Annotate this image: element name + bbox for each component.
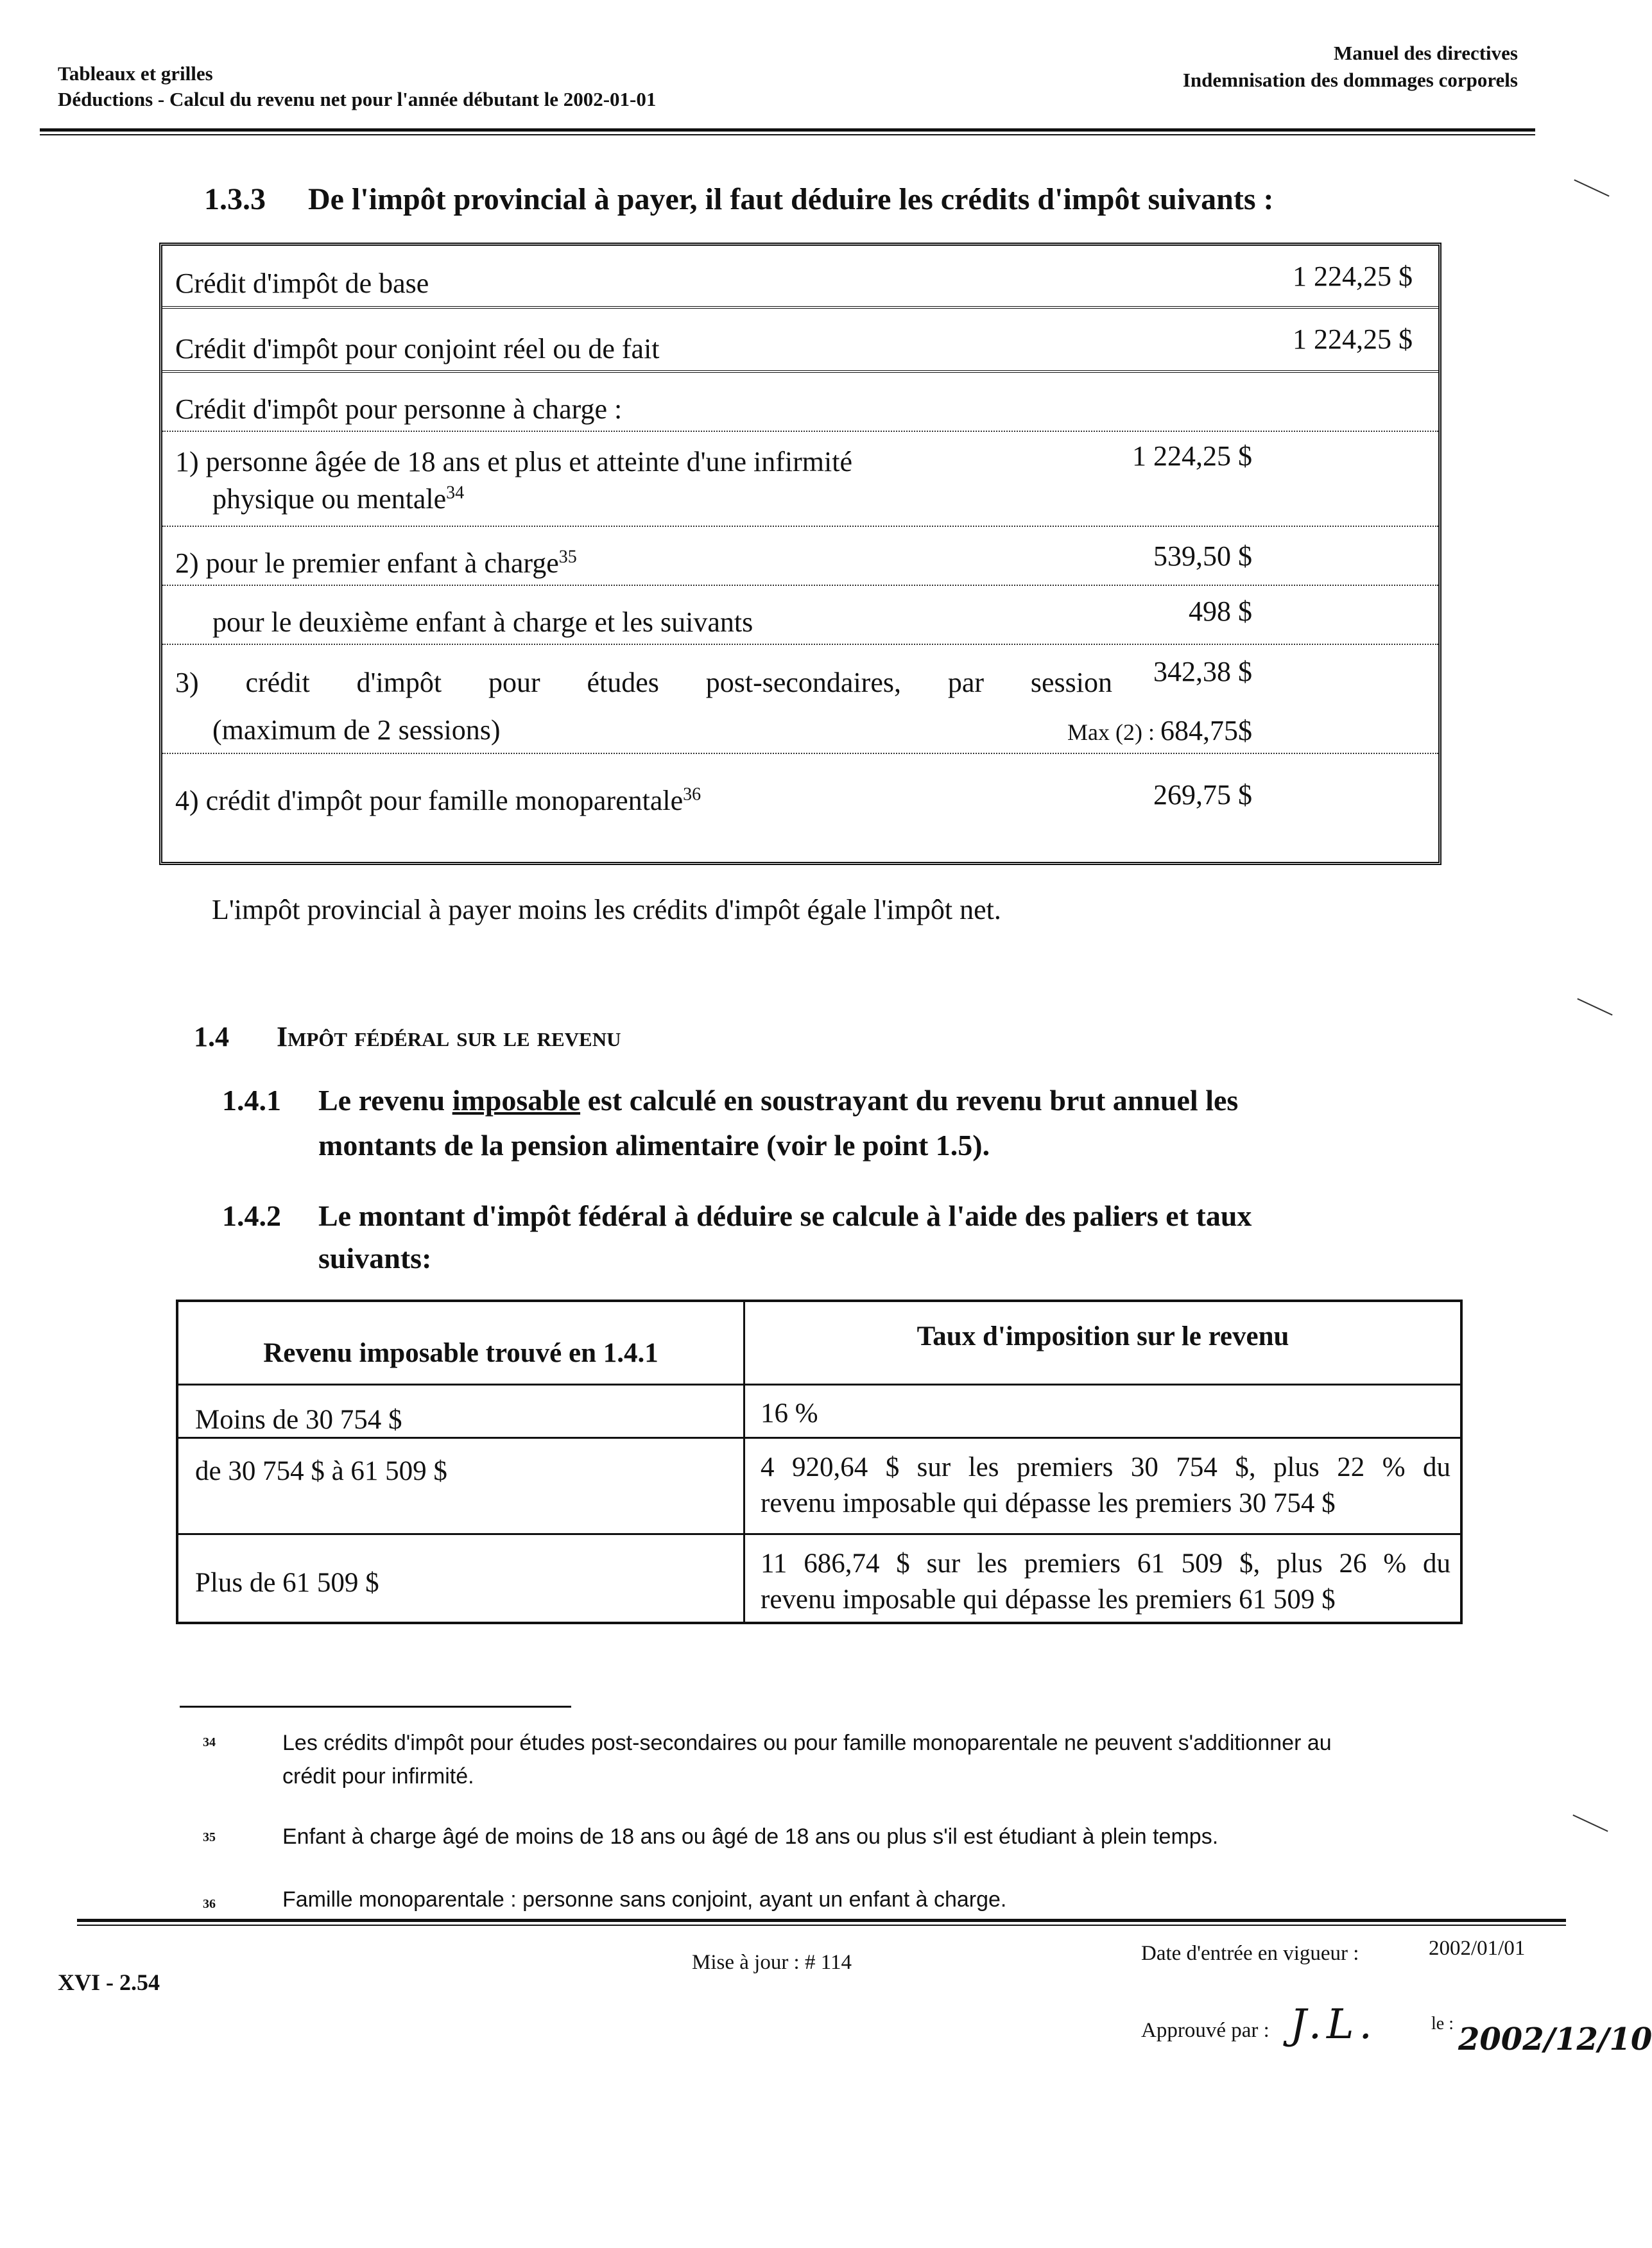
bracket-range: Plus de 61 509 $ <box>195 1568 379 1598</box>
scan-mark <box>1572 1814 1608 1832</box>
credit-amount: 1 224,25 $ <box>1293 323 1413 355</box>
credit-row-dependents-heading <box>162 373 1438 432</box>
credit-row-item-4 <box>162 754 1438 863</box>
credit-amount: 1 224,25 $ <box>1293 261 1413 292</box>
effective-date-label: Date d'entrée en vigueur : <box>1141 1942 1359 1965</box>
footer-rule-thin <box>77 1925 1566 1926</box>
rate-line-1: 11 686,74 $ sur les premiers 61 509 $, plus 26 % du <box>761 1549 1450 1579</box>
section-number: 1.3.3 <box>204 182 266 216</box>
rate-line-1: 4 920,64 $ sur les premiers 30 754 $, plus 22 % du <box>761 1452 1450 1482</box>
column-header: Taux d'imposition sur le revenu <box>916 1321 1289 1351</box>
max-value: 684,75$ <box>1160 715 1252 746</box>
bracket-rate: 16 % <box>761 1398 818 1429</box>
credit-label <box>175 443 852 518</box>
section-number: 1.4 <box>194 1021 229 1052</box>
item-1-line-1: 1) personne âgée de 18 ans et plus et atteinte d'une infirmité <box>175 446 853 477</box>
section-1-4-heading <box>194 1020 621 1053</box>
section-number: 1.4.2 <box>222 1199 281 1232</box>
bracket-range: Moins de 30 754 $ <box>195 1405 402 1435</box>
scan-mark <box>1577 998 1612 1015</box>
footnote-mark: 35 <box>203 1830 216 1844</box>
text-part: est calculé en soustrayant du revenu brut annuel les <box>580 1084 1239 1117</box>
credit-amount: 342,38 $ <box>1153 656 1252 687</box>
rate-line-2: revenu imposable qui dépasse les premiers 30 754 $ <box>761 1488 1336 1518</box>
bracket-rate <box>761 1450 1450 1522</box>
bracket-range: de 30 754 $ à 61 509 $ <box>195 1456 447 1486</box>
handwritten-date: 2002/12/10 <box>1458 2021 1652 2057</box>
footnote-ref: 34 <box>446 483 465 503</box>
credit-amount: 539,50 $ <box>1153 540 1252 572</box>
credit-row-base <box>162 246 1438 309</box>
footer-rule <box>77 1919 1566 1922</box>
section-title: Impôt fédéral sur le revenu <box>277 1021 621 1052</box>
update-number: Mise à jour : # 114 <box>692 1951 852 1974</box>
header-subsection: Déductions - Calcul du revenu net pour l'année débutant le 2002-01-01 <box>58 88 657 110</box>
section-1-4-2 <box>222 1195 1441 1280</box>
text-line-2: suivants: <box>318 1242 432 1274</box>
section-number: 1.4.1 <box>222 1084 281 1117</box>
footnote-text: Enfant à charge âgé de moins de 18 ans ou âgé de 18 ans ou plus s'il est étudiant à plein temps. <box>282 1824 1219 1849</box>
credit-row-item-2b <box>162 586 1438 645</box>
footnote-line: Les crédits d'impôt pour études post-secondaires ou pour famille monoparentale ne peuvent s'additionner au <box>282 1731 1332 1755</box>
credit-label: pour le deuxième enfant à charge et les suivants <box>212 606 753 638</box>
item-3-line-1: 3) crédit d'impôt pour études post-secondaires, par session <box>175 667 1112 698</box>
max-prefix: Max (2) : <box>1067 719 1160 745</box>
manual-subtitle: Indemnisation des dommages corporels <box>1182 69 1518 91</box>
credit-max <box>1067 714 1252 747</box>
item-1-text: physique ou mentale <box>212 483 447 515</box>
footnote-text <box>282 1726 1566 1793</box>
header-rule <box>40 128 1535 132</box>
footnote-ref: 36 <box>683 784 701 805</box>
credit-label: Crédit d'impôt de base <box>175 268 429 299</box>
credit-label <box>175 782 701 819</box>
section-title: De l'impôt provincial à payer, il faut déduire les crédits d'impôt suivants : <box>308 182 1274 216</box>
date-label: le : <box>1431 2014 1454 2034</box>
federal-tax-table <box>176 1300 1463 1624</box>
item-1-line-2 <box>175 481 852 518</box>
footnote-rule <box>180 1706 571 1708</box>
credit-row-item-1 <box>162 432 1438 527</box>
approval-signature: J.L. <box>1290 2001 1377 2048</box>
bracket-rate <box>761 1546 1450 1618</box>
rate-line-2: revenu imposable qui dépasse les premiers 61 509 $ <box>761 1584 1336 1615</box>
item-2-text: 2) pour le premier enfant à charge <box>175 547 559 579</box>
footnote-ref: 35 <box>558 547 577 567</box>
item-4-text: 4) crédit d'impôt pour famille monoparentale <box>175 785 684 816</box>
header-section: Tableaux et grilles <box>58 62 213 85</box>
header-right <box>1183 40 1518 94</box>
text-part: Le revenu <box>318 1084 452 1117</box>
header-divider <box>178 1384 1460 1386</box>
page-number: XVI - 2.54 <box>58 1969 160 1995</box>
item-3-line-2: (maximum de 2 sessions) <box>212 714 501 746</box>
underlined-term: imposable <box>452 1084 581 1117</box>
footnote-line: crédit pour infirmité. <box>282 1764 474 1789</box>
text-line-2: montants de la pension alimentaire (voir le point 1.5). <box>318 1129 990 1162</box>
credit-row-conjoint <box>162 309 1438 373</box>
section-1-4-1 <box>222 1078 1441 1168</box>
header-rule-thin <box>40 134 1535 135</box>
scan-mark <box>1574 179 1609 196</box>
net-tax-note: L'impôt provincial à payer moins les crédits d'impôt égale l'impôt net. <box>212 894 1001 925</box>
credit-label <box>175 664 1112 749</box>
approved-by-label: Approuvé par : <box>1141 2019 1269 2042</box>
text-line-1: Le montant d'impôt fédéral à déduire se calcule à l'aide des paliers et taux <box>318 1199 1252 1232</box>
footnote-text: Famille monoparentale : personne sans conjoint, ayant un enfant à charge. <box>282 1887 1007 1912</box>
tax-credit-table <box>159 243 1441 865</box>
credit-row-item-2 <box>162 527 1438 586</box>
effective-date: 2002/01/01 <box>1429 1937 1526 1960</box>
column-header: Revenu imposable trouvé en 1.4.1 <box>263 1338 658 1368</box>
section-1-3-3-heading <box>204 182 1274 217</box>
credit-amount: 269,75 $ <box>1153 779 1252 811</box>
footnote-mark: 34 <box>203 1735 216 1749</box>
manual-title: Manuel des directives <box>1333 42 1518 64</box>
credit-label <box>175 545 577 582</box>
credit-row-item-3 <box>162 645 1438 754</box>
credit-label: Crédit d'impôt pour conjoint réel ou de fait <box>175 333 660 365</box>
credit-amount: 498 $ <box>1189 596 1252 627</box>
credit-label: Crédit d'impôt pour personne à charge : <box>175 393 623 425</box>
row-divider <box>178 1533 1460 1535</box>
header-left <box>58 61 656 112</box>
footnote-mark: 36 <box>203 1897 216 1911</box>
credit-amount: 1 224,25 $ <box>1132 440 1252 472</box>
